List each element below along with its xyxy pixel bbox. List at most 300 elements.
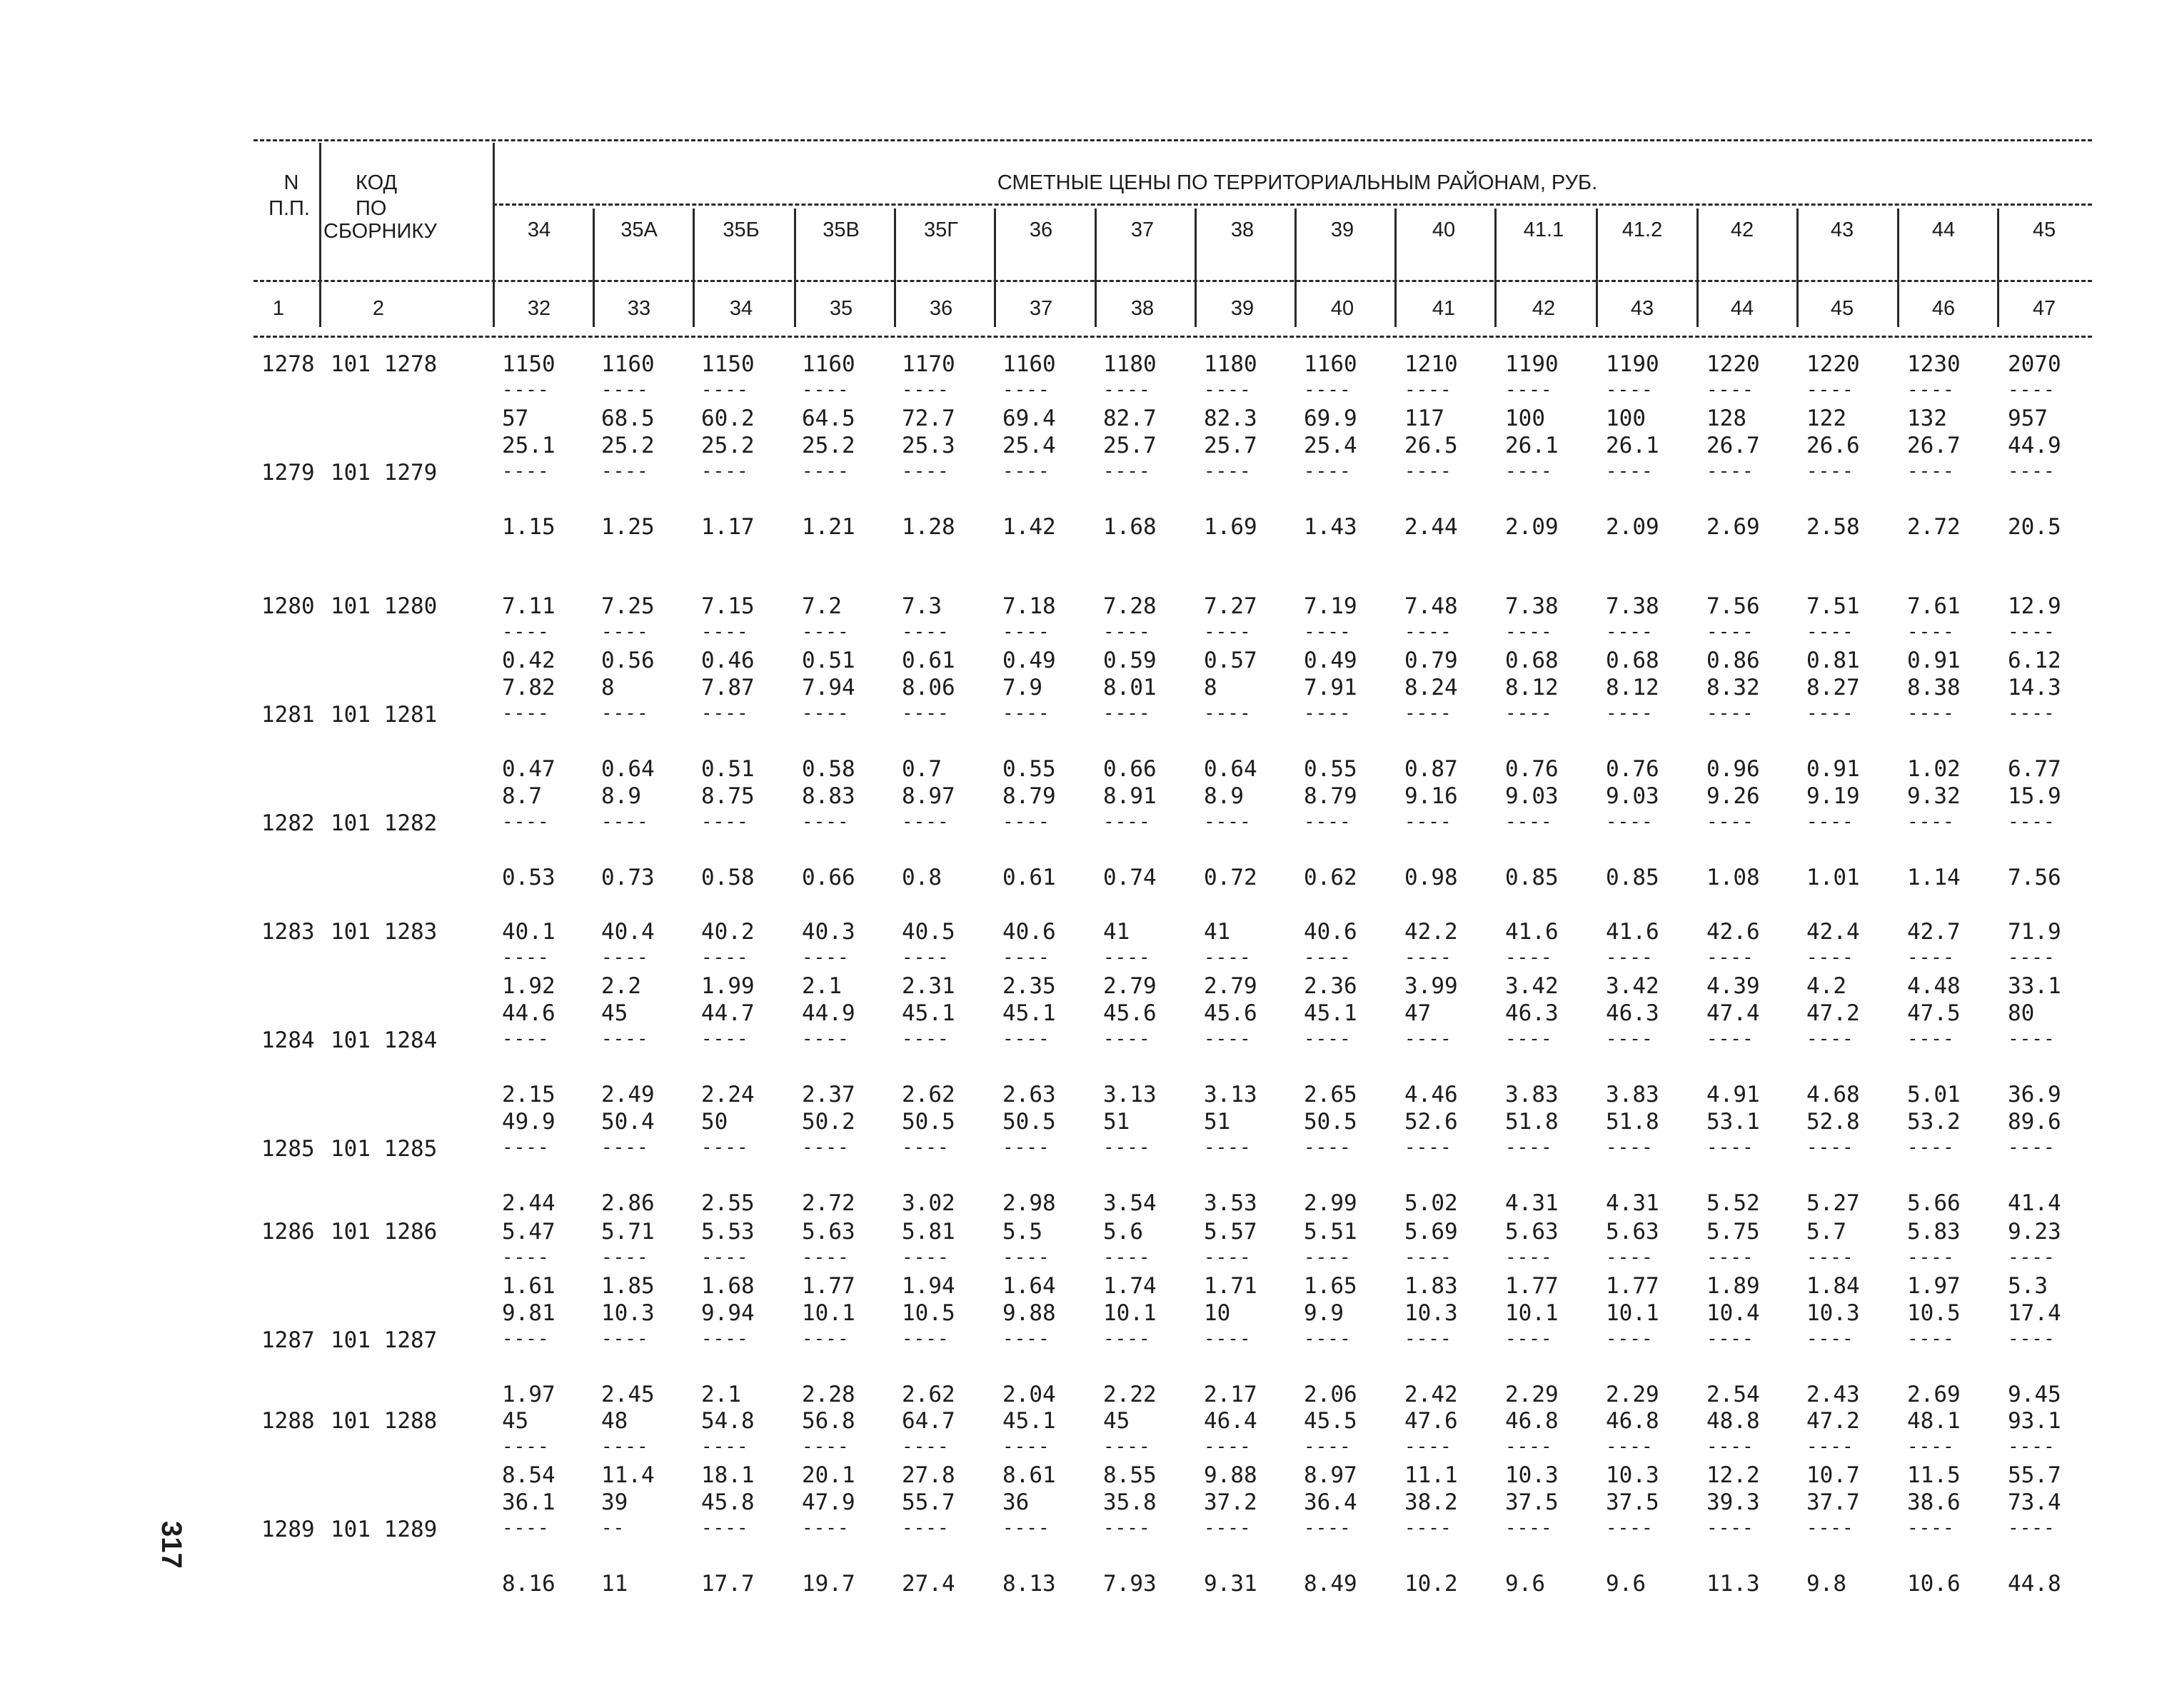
price-value: 0.68 — [1505, 648, 1559, 673]
fraction-separator: ---- — [1706, 1247, 1754, 1268]
fraction-separator: ---- — [1002, 1247, 1050, 1268]
fraction-separator: ---- — [1706, 621, 1754, 643]
price-value: 45.1 — [1002, 1000, 1056, 1026]
price-value: 2.1 — [701, 1382, 741, 1407]
column-number-1: 1 — [272, 297, 285, 320]
price-value: 9.16 — [1404, 783, 1458, 809]
price-value: 5.53 — [701, 1219, 755, 1245]
price-value: 50.2 — [802, 1109, 855, 1135]
price-value: 6.12 — [2008, 648, 2061, 673]
fraction-separator: ---- — [1706, 461, 1754, 482]
fraction-separator: ---- — [1103, 1247, 1151, 1268]
price-value: 11.4 — [601, 1462, 655, 1488]
fraction-separator: ---- — [1806, 1247, 1854, 1268]
price-value: 2.98 — [1002, 1190, 1056, 1216]
fraction-separator: ---- — [2008, 947, 2056, 968]
price-value: 2.42 — [1404, 1382, 1458, 1407]
price-value: 2.44 — [502, 1190, 555, 1216]
price-value: 8.32 — [1706, 675, 1760, 700]
price-value: 2.28 — [802, 1382, 855, 1407]
price-value: 1210 — [1404, 351, 1458, 377]
price-value: 2.37 — [802, 1082, 855, 1107]
fraction-separator: ---- — [1706, 1517, 1754, 1539]
region-name: 35А — [620, 218, 658, 241]
price-value: 25.7 — [1103, 433, 1157, 458]
fraction-separator: ---- — [1002, 811, 1050, 833]
region-column-divider — [1394, 209, 1397, 327]
page-number: 317 — [156, 1521, 187, 1569]
fraction-separator: ---- — [1806, 1436, 1854, 1457]
fraction-separator: ---- — [1204, 621, 1252, 643]
price-value: 1.97 — [502, 1382, 555, 1407]
price-value: 39 — [601, 1490, 628, 1515]
price-value: 2.09 — [1505, 514, 1559, 540]
price-value: 8.97 — [1304, 1462, 1357, 1488]
row-code: 101 1289 — [331, 1517, 438, 1542]
fraction-separator: ---- — [701, 1028, 749, 1050]
price-value: 7.38 — [1505, 593, 1559, 619]
fraction-separator: ---- — [902, 1247, 950, 1268]
fraction-separator: ---- — [1907, 1028, 1955, 1050]
fraction-separator: ---- — [802, 1517, 850, 1539]
price-value: 0.76 — [1505, 756, 1559, 782]
fraction-separator: ---- — [2008, 811, 2056, 833]
price-value: 7.9 — [1002, 675, 1042, 700]
price-value: 8.61 — [1002, 1462, 1056, 1488]
price-value: 0.59 — [1103, 648, 1157, 673]
row-code: 101 1287 — [331, 1327, 438, 1353]
price-value: 71.9 — [2008, 919, 2061, 945]
fraction-separator: ---- — [502, 379, 550, 401]
price-value: 10.3 — [1806, 1300, 1860, 1326]
fraction-separator: ---- — [1204, 703, 1252, 724]
fraction-separator: ---- — [1103, 1137, 1151, 1158]
fraction-separator: ---- — [502, 703, 550, 724]
price-value: 25.3 — [902, 433, 955, 458]
row-code: 101 1286 — [331, 1219, 438, 1245]
price-value: 1.71 — [1204, 1273, 1257, 1299]
price-value: 4.31 — [1606, 1190, 1659, 1216]
fraction-separator: ---- — [1103, 947, 1151, 968]
region-name: 44 — [1931, 218, 1956, 241]
price-value: 44.9 — [2008, 433, 2061, 458]
region-column-divider — [794, 209, 796, 327]
price-value: 4.31 — [1505, 1190, 1559, 1216]
fraction-separator: ---- — [1103, 703, 1151, 724]
prices-title: СМЕТНЫЕ ЦЕНЫ ПО ТЕРРИТОРИАЛЬНЫМ РАЙОНАМ, РУБ. — [997, 171, 1598, 194]
fraction-separator: ---- — [1806, 1517, 1854, 1539]
row-number: 1281 — [261, 702, 315, 728]
price-value: 52.8 — [1806, 1109, 1860, 1135]
fraction-separator: ---- — [701, 379, 749, 401]
region-column-divider — [1897, 209, 1899, 327]
price-value: 8.06 — [902, 675, 955, 700]
price-value: 5.01 — [1907, 1082, 1961, 1107]
fraction-separator: ---- — [1505, 1247, 1553, 1268]
price-value: 8.49 — [1304, 1571, 1357, 1597]
fraction-separator: ---- — [1002, 1137, 1050, 1158]
price-value: 0.8 — [902, 865, 942, 890]
fraction-separator: ---- — [802, 379, 850, 401]
fraction-separator: ---- — [1103, 1328, 1151, 1350]
price-value: 41 — [1204, 919, 1231, 945]
price-value: 45.1 — [1002, 1408, 1056, 1434]
price-value: 19.7 — [802, 1571, 855, 1597]
fraction-separator: ---- — [1304, 1028, 1352, 1050]
price-value: 3.42 — [1606, 973, 1659, 999]
price-value: 42.4 — [1806, 919, 1860, 945]
fraction-separator: ---- — [1606, 947, 1654, 968]
price-value: 27.8 — [902, 1462, 955, 1488]
price-value: 25.2 — [701, 433, 755, 458]
price-value: 0.79 — [1404, 648, 1458, 673]
fraction-separator: ---- — [1404, 1328, 1452, 1350]
price-value: 10.5 — [1907, 1300, 1961, 1326]
fraction-separator: ---- — [701, 621, 749, 643]
price-value: 128 — [1706, 406, 1746, 431]
fraction-separator: ---- — [601, 811, 649, 833]
fraction-separator: ---- — [1103, 379, 1151, 401]
price-value: 0.58 — [802, 756, 855, 782]
price-value: 57 — [502, 406, 529, 431]
price-value: 10.3 — [1606, 1462, 1659, 1488]
price-value: 1.28 — [902, 514, 955, 540]
fraction-separator: ---- — [1304, 947, 1352, 968]
price-value: 42.6 — [1706, 919, 1760, 945]
price-value: 0.51 — [701, 756, 755, 782]
price-value: 9.81 — [502, 1300, 555, 1326]
price-value: 1.14 — [1907, 865, 1961, 890]
region-name: 43 — [1830, 218, 1854, 241]
price-value: 47.4 — [1706, 1000, 1760, 1026]
price-value: 9.88 — [1204, 1462, 1257, 1488]
price-value: 20.1 — [802, 1462, 855, 1488]
row-code: 101 1280 — [331, 593, 438, 619]
fraction-separator: ---- — [701, 1137, 749, 1158]
region-column-number: 44 — [1730, 297, 1754, 320]
fraction-separator: ---- — [1505, 1517, 1553, 1539]
region-column-divider — [1997, 209, 1999, 327]
price-value: 0.74 — [1103, 865, 1157, 890]
price-value: 69.9 — [1304, 406, 1357, 431]
fraction-separator: ---- — [902, 947, 950, 968]
fraction-separator: ---- — [701, 1436, 749, 1457]
price-value: 40.3 — [802, 919, 855, 945]
fraction-separator: ---- — [701, 703, 749, 724]
region-column-number: 45 — [1830, 297, 1854, 320]
price-value: 0.76 — [1606, 756, 1659, 782]
fraction-separator: ---- — [1606, 1137, 1654, 1158]
price-value: 4.39 — [1706, 973, 1760, 999]
price-value: 11.5 — [1907, 1462, 1961, 1488]
price-value: 41.6 — [1505, 919, 1559, 945]
fraction-separator: ---- — [1505, 1028, 1553, 1050]
price-value: 2.49 — [601, 1082, 655, 1107]
price-value: 36.4 — [1304, 1490, 1357, 1515]
price-value: 7.56 — [1706, 593, 1760, 619]
price-value: 8.75 — [701, 783, 755, 809]
price-value: 45.8 — [701, 1490, 755, 1515]
price-value: 11.3 — [1706, 1571, 1760, 1597]
price-value: 46.3 — [1606, 1000, 1659, 1026]
price-value: 9.9 — [1304, 1300, 1344, 1326]
fraction-separator: ---- — [1505, 703, 1553, 724]
price-value: 9.23 — [2008, 1219, 2061, 1245]
price-value: 2.43 — [1806, 1382, 1860, 1407]
price-value: 132 — [1907, 406, 1947, 431]
price-value: 5.63 — [802, 1219, 855, 1245]
fraction-separator: ---- — [1907, 1137, 1955, 1158]
price-value: 1.15 — [502, 514, 555, 540]
fraction-separator: ---- — [2008, 1436, 2056, 1457]
price-value: 1.01 — [1806, 865, 1860, 890]
price-value: 8.13 — [1002, 1571, 1056, 1597]
region-column-number: 33 — [627, 297, 651, 320]
price-value: 17.7 — [701, 1571, 755, 1597]
price-value: 44.9 — [802, 1000, 855, 1026]
price-value: 1190 — [1606, 351, 1659, 377]
price-value: 42.2 — [1404, 919, 1458, 945]
price-value: 1160 — [1304, 351, 1357, 377]
price-value: 9.94 — [701, 1300, 755, 1326]
fraction-separator: ---- — [2008, 1247, 2056, 1268]
price-value: 5.63 — [1606, 1219, 1659, 1245]
price-value: 3.42 — [1505, 973, 1559, 999]
fraction-separator: ---- — [601, 1137, 649, 1158]
fraction-separator: ---- — [802, 621, 850, 643]
fraction-separator: ---- — [701, 811, 749, 833]
fraction-separator: ---- — [502, 461, 550, 482]
fraction-separator: ---- — [1103, 811, 1151, 833]
price-value: 25.4 — [1002, 433, 1056, 458]
fraction-separator: ---- — [1404, 811, 1452, 833]
region-column-divider — [693, 209, 695, 327]
region-name: 34 — [527, 218, 551, 241]
fraction-separator: ---- — [701, 1247, 749, 1268]
region-name: 41.1 — [1523, 218, 1564, 241]
fraction-separator: ---- — [502, 1137, 550, 1158]
header-rule-under-regions — [253, 280, 2092, 282]
row-number: 1287 — [261, 1327, 315, 1353]
row-number: 1280 — [261, 593, 315, 619]
fraction-separator: ---- — [1806, 811, 1854, 833]
price-value: 7.94 — [802, 675, 855, 700]
fraction-separator: ---- — [1204, 1247, 1252, 1268]
vbar-npp — [319, 143, 321, 327]
price-value: 25.4 — [1304, 433, 1357, 458]
fraction-separator: ---- — [2008, 703, 2056, 724]
price-value: 1.92 — [502, 973, 555, 999]
code-header-line3: СБОРНИКУ — [323, 220, 437, 243]
price-value: 2.2 — [601, 973, 641, 999]
price-value: 2.22 — [1103, 1382, 1157, 1407]
row-code: 101 1281 — [331, 702, 438, 728]
region-column-number: 38 — [1130, 297, 1155, 320]
price-value: 9.45 — [2008, 1382, 2061, 1407]
price-value: 1.85 — [601, 1273, 655, 1299]
fraction-separator: ---- — [1907, 947, 1955, 968]
price-value: 37.7 — [1806, 1490, 1860, 1515]
fraction-separator: ---- — [1806, 1028, 1854, 1050]
price-value: 18.1 — [701, 1462, 755, 1488]
price-value: 2.69 — [1907, 1382, 1961, 1407]
price-value: 82.3 — [1204, 406, 1257, 431]
price-value: 9.26 — [1706, 783, 1760, 809]
fraction-separator: ---- — [902, 703, 950, 724]
price-value: 1160 — [1002, 351, 1056, 377]
price-value: 51 — [1204, 1109, 1231, 1135]
price-value: 2.79 — [1204, 973, 1257, 999]
region-name: 35Б — [723, 218, 760, 241]
price-value: 0.62 — [1304, 865, 1357, 890]
price-value: 38.6 — [1907, 1490, 1961, 1515]
price-value: 46.3 — [1505, 1000, 1559, 1026]
price-value: 5.83 — [1907, 1219, 1961, 1245]
fraction-separator: ---- — [1304, 811, 1352, 833]
price-value: 42.7 — [1907, 919, 1961, 945]
price-value: 2.79 — [1103, 973, 1157, 999]
price-value: 45.6 — [1103, 1000, 1157, 1026]
price-value: 2.06 — [1304, 1382, 1357, 1407]
fraction-separator: ---- — [601, 1328, 649, 1350]
row-number: 1289 — [261, 1517, 315, 1542]
fraction-separator: ---- — [1204, 1137, 1252, 1158]
price-value: 1150 — [502, 351, 555, 377]
price-value: 0.96 — [1706, 756, 1760, 782]
price-value: 1.61 — [502, 1273, 555, 1299]
fraction-separator: ---- — [1404, 1436, 1452, 1457]
fraction-separator: ---- — [1806, 621, 1854, 643]
price-value: 9.19 — [1806, 783, 1860, 809]
fraction-separator: ---- — [1907, 703, 1955, 724]
price-value: 2.31 — [902, 973, 955, 999]
price-value: 0.85 — [1505, 865, 1559, 890]
fraction-separator: ---- — [1706, 379, 1754, 401]
price-value: 50 — [701, 1109, 728, 1135]
price-value: 1.68 — [701, 1273, 755, 1299]
fraction-separator: ---- — [802, 461, 850, 482]
fraction-separator: ---- — [1304, 461, 1352, 482]
price-value: 7.87 — [701, 675, 755, 700]
fraction-separator: ---- — [1404, 703, 1452, 724]
fraction-separator: ---- — [1505, 621, 1553, 643]
row-code: 101 1283 — [331, 919, 438, 945]
region-name: 42 — [1730, 218, 1754, 241]
vbar-code — [493, 143, 495, 327]
price-value: 8.83 — [802, 783, 855, 809]
fraction-separator: ---- — [1907, 461, 1955, 482]
price-value: 2.55 — [701, 1190, 755, 1216]
price-value: 39.3 — [1706, 1490, 1760, 1515]
price-value: 10.2 — [1404, 1571, 1458, 1597]
fraction-separator: ---- — [502, 1517, 550, 1539]
price-value: 8 — [601, 675, 615, 700]
price-value: 45 — [601, 1000, 628, 1026]
price-value: 60.2 — [701, 406, 755, 431]
fraction-separator: ---- — [2008, 1328, 2056, 1350]
price-value: 2.36 — [1304, 973, 1357, 999]
fraction-separator: ---- — [1505, 461, 1553, 482]
price-value: 5.5 — [1002, 1219, 1042, 1245]
price-value: 49.9 — [502, 1109, 555, 1135]
price-value: 0.81 — [1806, 648, 1860, 673]
price-value: 7.25 — [601, 593, 655, 619]
price-value: 38.2 — [1404, 1490, 1458, 1515]
row-code: 101 1282 — [331, 810, 438, 836]
price-value: 7.27 — [1204, 593, 1257, 619]
fraction-separator: ---- — [502, 1328, 550, 1350]
price-value: 46.4 — [1204, 1408, 1257, 1434]
price-value: 1170 — [902, 351, 955, 377]
fraction-separator: ---- — [1204, 1517, 1252, 1539]
price-value: 15.9 — [2008, 783, 2061, 809]
price-value: 1.69 — [1204, 514, 1257, 540]
price-value: 8.54 — [502, 1462, 555, 1488]
price-value: 1.42 — [1002, 514, 1056, 540]
price-value: 72.7 — [902, 406, 955, 431]
row-code: 101 1284 — [331, 1028, 438, 1053]
fraction-separator: ---- — [2008, 1517, 2056, 1539]
price-value: 5.71 — [601, 1219, 655, 1245]
price-value: 117 — [1404, 406, 1444, 431]
fraction-separator: ---- — [1806, 461, 1854, 482]
fraction-separator: ---- — [802, 947, 850, 968]
price-value: 48 — [601, 1408, 628, 1434]
fraction-separator: ---- — [701, 1328, 749, 1350]
price-value: 1230 — [1907, 351, 1961, 377]
row-number: 1284 — [261, 1028, 315, 1053]
price-value: 1180 — [1204, 351, 1257, 377]
price-value: 33.1 — [2008, 973, 2061, 999]
price-value: 64.5 — [802, 406, 855, 431]
price-value: 1.83 — [1404, 1273, 1458, 1299]
price-value: 40.1 — [502, 919, 555, 945]
fraction-separator: ---- — [502, 621, 550, 643]
fraction-separator: ---- — [1505, 947, 1553, 968]
row-code: 101 1285 — [331, 1136, 438, 1162]
fraction-separator: ---- — [1606, 1436, 1654, 1457]
fraction-separator: ---- — [502, 947, 550, 968]
price-value: 27.4 — [902, 1571, 955, 1597]
price-value: 7.91 — [1304, 675, 1357, 700]
fraction-separator: ---- — [802, 1028, 850, 1050]
price-value: 36.9 — [2008, 1082, 2061, 1107]
fraction-separator: ---- — [502, 811, 550, 833]
fraction-separator: ---- — [502, 1247, 550, 1268]
fraction-separator: ---- — [1505, 379, 1553, 401]
price-value: 0.85 — [1606, 865, 1659, 890]
region-column-divider — [1494, 209, 1497, 327]
region-column-number: 32 — [527, 297, 551, 320]
price-value: 0.56 — [601, 648, 655, 673]
fraction-separator: ---- — [802, 703, 850, 724]
price-value: 2.99 — [1304, 1190, 1357, 1216]
price-value: 10 — [1204, 1300, 1231, 1326]
price-value: 50.5 — [902, 1109, 955, 1135]
fraction-separator: ---- — [2008, 461, 2056, 482]
price-value: 1.08 — [1706, 865, 1760, 890]
price-value: 53.2 — [1907, 1109, 1961, 1135]
fraction-separator: ---- — [1204, 811, 1252, 833]
price-value: 7.15 — [701, 593, 755, 619]
region-column-divider — [1294, 209, 1297, 327]
price-value: 8 — [1204, 675, 1217, 700]
price-value: 5.66 — [1907, 1190, 1961, 1216]
npp-header-line1: N — [283, 171, 299, 194]
price-value: 37.5 — [1505, 1490, 1559, 1515]
row-number: 1282 — [261, 810, 315, 836]
price-value: 40.5 — [902, 919, 955, 945]
